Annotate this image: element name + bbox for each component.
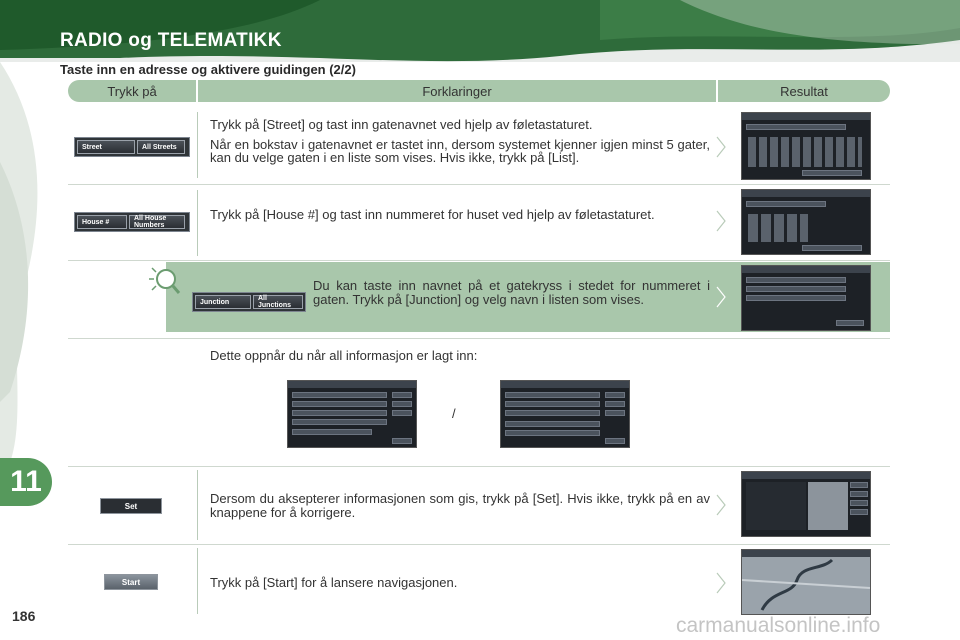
page-number: 186 bbox=[12, 608, 36, 624]
destination-confirmation-screenshot bbox=[741, 471, 871, 537]
start-row-text: Trykk på [Start] for å lansere navigasjonen. bbox=[210, 575, 458, 590]
row-street-text-2: Når en bokstav i gatenavnet er tastet inn, dersom systemet kjenner igjen minst 5 gater, kan du velge gaten i en liste som vises. Hvis ikke, trykk på [List]. bbox=[210, 136, 710, 165]
chevron-right-icon bbox=[716, 572, 726, 594]
magnifier-tip-icon bbox=[146, 262, 184, 300]
watermark: carmanualsonline.info bbox=[676, 614, 881, 637]
start-row-description bbox=[210, 576, 710, 596]
chapter-number: 11 bbox=[10, 465, 42, 498]
junction-button[interactable]: Junction bbox=[195, 295, 251, 309]
separator-slash: / bbox=[452, 406, 456, 421]
page-title: RADIO og TELEMATIKK bbox=[60, 30, 282, 51]
junction-button-bar bbox=[192, 292, 306, 312]
row-divider bbox=[197, 548, 198, 614]
all-streets-button[interactable]: All Streets bbox=[137, 140, 185, 154]
column-header-press: Trykk på bbox=[68, 80, 196, 102]
street-button-bar bbox=[74, 137, 190, 157]
row-separator bbox=[68, 260, 890, 261]
row-separator bbox=[68, 338, 890, 339]
junction-list-screenshot bbox=[741, 265, 871, 331]
left-leaf-decoration bbox=[0, 62, 60, 640]
row-house-text-1: Trykk på [House #] og tast inn nummeret for huset ved hjelp av føletastaturet. bbox=[210, 207, 655, 222]
column-header-explanation: Forklaringer bbox=[198, 80, 716, 102]
navigation-map-screenshot bbox=[741, 549, 871, 615]
row-junction-description bbox=[313, 279, 710, 312]
address-junction-screenshot-2 bbox=[500, 380, 630, 448]
set-row-description bbox=[210, 492, 710, 525]
set-row-text: Dersom du aksepterer informasjonen som gis, trykk på [Set]. Hvis ikke, trykk på en av knappene for å korrigere. bbox=[210, 491, 710, 520]
house-button-bar bbox=[74, 212, 190, 232]
house-number-screenshot bbox=[741, 189, 871, 255]
row-divider bbox=[197, 112, 198, 178]
all-junctions-button[interactable]: All Junctions bbox=[253, 295, 303, 309]
row-street-description bbox=[210, 118, 710, 171]
row-house-description bbox=[210, 208, 710, 228]
row-street-text-1: Trykk på [Street] og tast inn gatenavnet ved hjelp av føletastaturet. bbox=[210, 117, 593, 132]
row-junction-text-1: Du kan taste inn navnet på et gatekryss i stedet for nummeret i gaten. Trykk på [Junction] og velg navn i listen som vises. bbox=[313, 278, 710, 307]
house-number-button[interactable]: House # bbox=[77, 215, 127, 229]
info-text: Dette oppnår du når all informasjon er lagt inn: bbox=[210, 348, 478, 363]
section-title: Taste inn en adresse og aktivere guidingen (2/2) bbox=[60, 62, 356, 77]
row-separator bbox=[68, 544, 890, 545]
column-header-result: Resultat bbox=[718, 80, 890, 102]
all-house-numbers-button[interactable]: All House Numbers bbox=[129, 215, 185, 229]
set-button[interactable]: Set bbox=[100, 498, 162, 514]
street-button[interactable]: Street bbox=[77, 140, 135, 154]
row-divider bbox=[197, 190, 198, 256]
chevron-right-icon bbox=[716, 210, 726, 232]
chevron-right-icon bbox=[716, 136, 726, 158]
chevron-right-icon bbox=[716, 494, 726, 516]
chevron-right-icon bbox=[716, 286, 726, 308]
address-junction-screenshot-1 bbox=[287, 380, 417, 448]
chapter-tab bbox=[0, 458, 52, 506]
route-line bbox=[742, 550, 870, 614]
start-button[interactable]: Start bbox=[104, 574, 158, 590]
row-divider bbox=[197, 470, 198, 540]
row-separator bbox=[68, 466, 890, 467]
street-input-screenshot bbox=[741, 112, 871, 180]
row-separator bbox=[68, 184, 890, 185]
